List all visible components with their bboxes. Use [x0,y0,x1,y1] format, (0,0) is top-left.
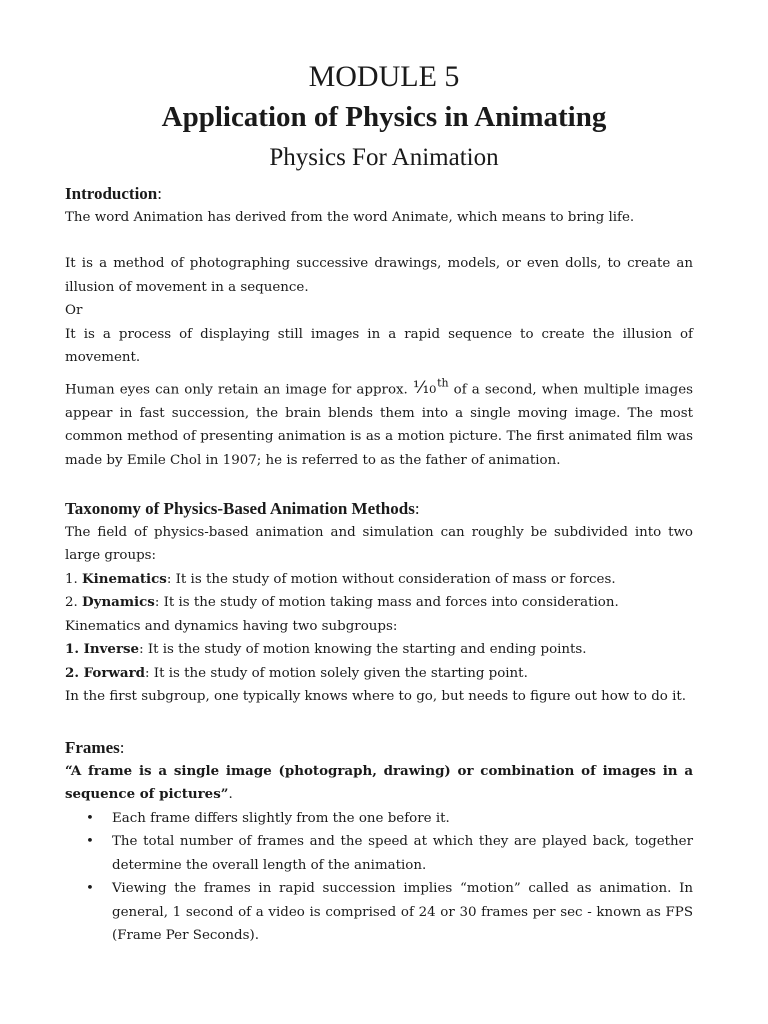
intro-paragraph-4: Human eyes can only retain an image for approx. ⅒$^{th}$ of a second, when multiple images appear in fast succession, the brain blends them into a single moving image. The most common method of presenting animation is as a motion picture. The first animated film was made by Emile Chol in 1907; he is referred to as the father of animation. [65,376,693,468]
intro-paragraph-3: It is a process of displaying still images in a rapid sequence to create the illusion of movement. [65,326,693,365]
main-title: Application of Physics in Animating [161,101,607,133]
forward-item: 2. Forward: It is the study of motion solely given the starting point. [65,664,528,681]
inverse-item: 1. Inverse: It is the study of motion knowing the starting and ending points. [65,641,587,657]
intro-or: Or [65,303,83,318]
frames-heading: Frames: [65,738,125,757]
dynamics-item: 2. Dynamics: It is the study of motion taking mass and forces into consideration. [65,594,619,610]
subgroups-line: Kinematics and dynamics having two subgroups: [65,618,398,634]
introduction-section [65,182,693,472]
list-item: • Each frame differs slightly from the one before it. [112,807,693,831]
taxonomy-intro: The field of physics-based animation and simulation can roughly be subdivided into two large groups: [65,524,693,563]
frame-definition-quote: “A frame is a single image (photograph, drawing) or combination of images in a sequence of pictures”. [65,762,693,802]
sub-title: Physics For Animation [269,144,499,171]
introduction-heading: Introduction: [65,184,162,203]
taxonomy-heading: Taxonomy of Physics-Based Animation Methods: [65,499,420,518]
intro-paragraph-2: It is a method of photographing successive drawings, models, or even dolls, to create an illusion of movement in a sequence. [65,256,693,295]
module-title: MODULE 5 [308,60,460,93]
list-item: • The total number of frames and the speed at which they are played back, together determine the overall length of the animation. [112,830,693,877]
frames-bullet-list [65,807,693,948]
kinematics-item: 1. Kinematics: It is the study of motion without consideration of mass or forces. [65,570,616,587]
intro-paragraph-1: The word Animation has derived from the word Animate, which means to bring life. [65,209,635,225]
list-item: • Viewing the frames in rapid succession implies “motion” called as animation. In general, 1 second of a video is comprised of 24 or 30 frames per sec - known as FPS (Frame Per Seconds). [112,877,693,948]
taxonomy-section [65,497,693,709]
frames-section [65,736,693,948]
taxonomy-closing: In the first subgroup, one typically knows where to go, but needs to figure out how to do it. [65,689,687,704]
one-tenth-fraction: ⅒$^{th}$ [412,376,449,399]
